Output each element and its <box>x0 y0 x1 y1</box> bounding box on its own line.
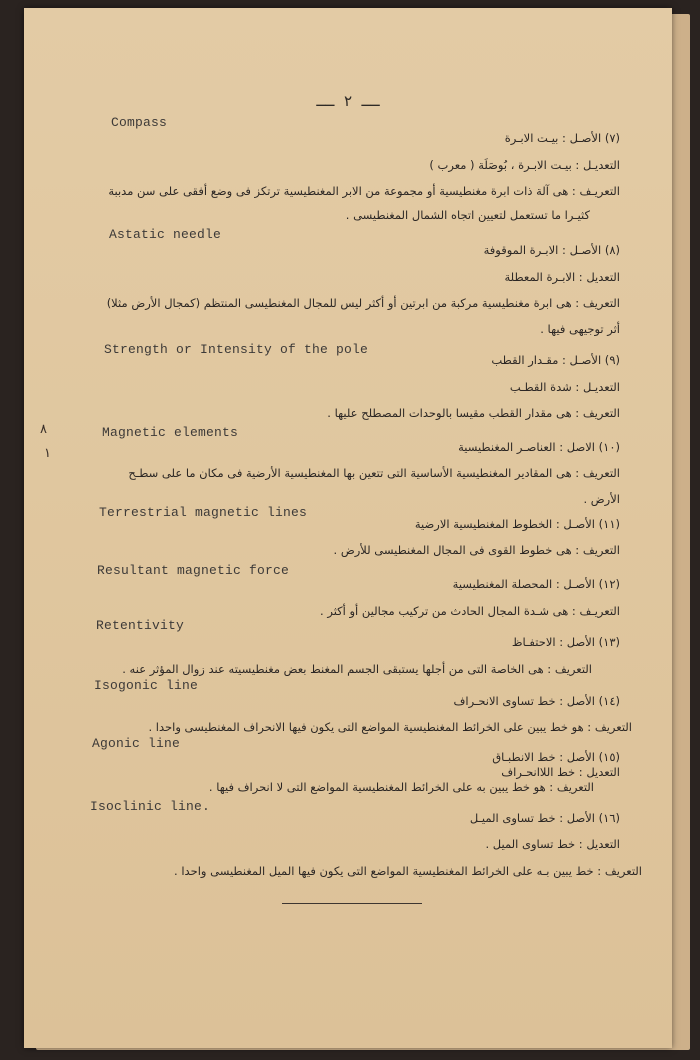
document-page <box>24 8 672 1048</box>
entry-15-english-term: Agonic line <box>92 736 181 751</box>
page-number: ــ ٢ ــ <box>316 92 380 110</box>
entry-7-english-term: Compass <box>111 115 168 130</box>
entry-12-origin: (١٢) الأصـل : المحصلة المغنطيسية <box>452 577 620 591</box>
entry-8-origin: (٨) الأصـل : الابـرة الموقوفة <box>483 243 620 257</box>
closing-rule <box>282 903 422 904</box>
entry-16-origin: (١٦) الأصل : خط تساوى الميـل <box>469 811 620 825</box>
entry-7-revision: التعديـل : بيـت الابـرة ، بُوصَلَة ( معرب ) <box>429 158 620 172</box>
entry-12-definition: التعريـف : هى شـدة المجال الحادث من تركيب مجالين أو أكثر . <box>320 604 620 618</box>
entry-10-english-term: Magnetic elements <box>102 425 239 440</box>
entry-8-definition: التعريف : هى ابرة مغنطيسية مركبة من ابرتين أو أكثر ليس للمجال المغنطيسى المنتظم (كمجال الأرض مثلا) <box>106 296 620 310</box>
margin-mark-bottom: ١ <box>44 446 51 461</box>
entry-8-revision: التعديل : الابـرة المعطلة <box>504 270 620 284</box>
entry-7-origin: (٧) الأصـل : بيـت الابـرة <box>504 131 620 145</box>
entry-10-definition-cont: الأرض . <box>583 492 620 506</box>
entry-13-origin: (١٣) الأصل : الاحتفـاظ <box>511 635 620 649</box>
entry-8-definition-cont: أثر توجيهى فيها . <box>540 322 620 336</box>
entry-13-definition: التعريف : هى الخاصة التى من أجلها يستبقى الجسم المغنط بعض مغنطيسيته عند زوال المؤثر عنه . <box>122 662 592 676</box>
entry-16-definition: التعريف : خط يبين بـه على الخرائط المغنطيسية المواضع التى يكون فيها الميل المغنطيسى واحدا . <box>174 864 642 878</box>
entry-7-definition-cont: كثيـرا ما تستعمل لتعيين اتجاه الشمال المغنطيسى . <box>345 208 590 222</box>
entry-15-revision: التعديل : خط اللاانحـراف <box>501 765 620 779</box>
entry-9-revision: التعديـل : شدة القطـب <box>509 380 620 394</box>
entry-15-definition: التعريف : هو خط يبين به على الخرائط المغنطيسية المواضع التى لا انحراف فيها . <box>208 780 594 794</box>
entry-10-origin: (١٠) الاصل : العناصـر المغنطيسية <box>458 440 620 454</box>
entry-14-origin: (١٤) الأصل : خط تساوى الانحـراف <box>453 694 620 708</box>
entry-7-definition: التعريـف : هى آلة ذات ابرة مغنطيسية أو مجموعة من الابر المغنطيسية ترتكز فى وضع أفقى على سن مدببة <box>108 184 620 198</box>
entry-15-origin: (١٥) الأصل : خط الانطبـاق <box>492 750 620 764</box>
entry-16-revision: التعديل : خط تساوى الميل . <box>485 837 620 851</box>
entry-9-definition: التعريف : هى مقدار القطب مقيسا بالوحدات المصطلح عليها . <box>327 406 620 420</box>
entry-11-definition: التعريف : هى خطوط القوى فى المجال المغنطيسى للأرض . <box>333 543 620 557</box>
entry-9-origin: (٩) الأصـل : مقـدار القطب <box>491 353 620 367</box>
entry-9-english-term: Strength or Intensity of the pole <box>104 342 369 357</box>
entry-11-origin: (١١) الأصـل : الخطوط المغنطيسية الارضية <box>414 517 620 531</box>
entry-10-definition: التعريف : هى المقادير المغنطيسية الأساسية التى تتعين بها المغنطيسية الأرضية فى مكان ما على سطـح <box>128 466 620 480</box>
entry-8-english-term: Astatic needle <box>109 227 222 242</box>
entry-11-english-term: Terrestrial magnetic lines <box>99 505 308 520</box>
margin-mark-top: ٨ <box>40 422 47 437</box>
entry-16-english-term: Isoclinic line. <box>90 799 211 814</box>
entry-14-definition: التعريف : هو خط يبين على الخرائط المغنطيسية المواضع التى يكون فيها الانحراف المغنطيسى واحدا . <box>148 720 632 734</box>
entry-12-english-term: Resultant magnetic force <box>97 563 290 578</box>
entry-14-english-term: Isogonic line <box>94 678 199 693</box>
entry-13-english-term: Retentivity <box>96 618 185 633</box>
